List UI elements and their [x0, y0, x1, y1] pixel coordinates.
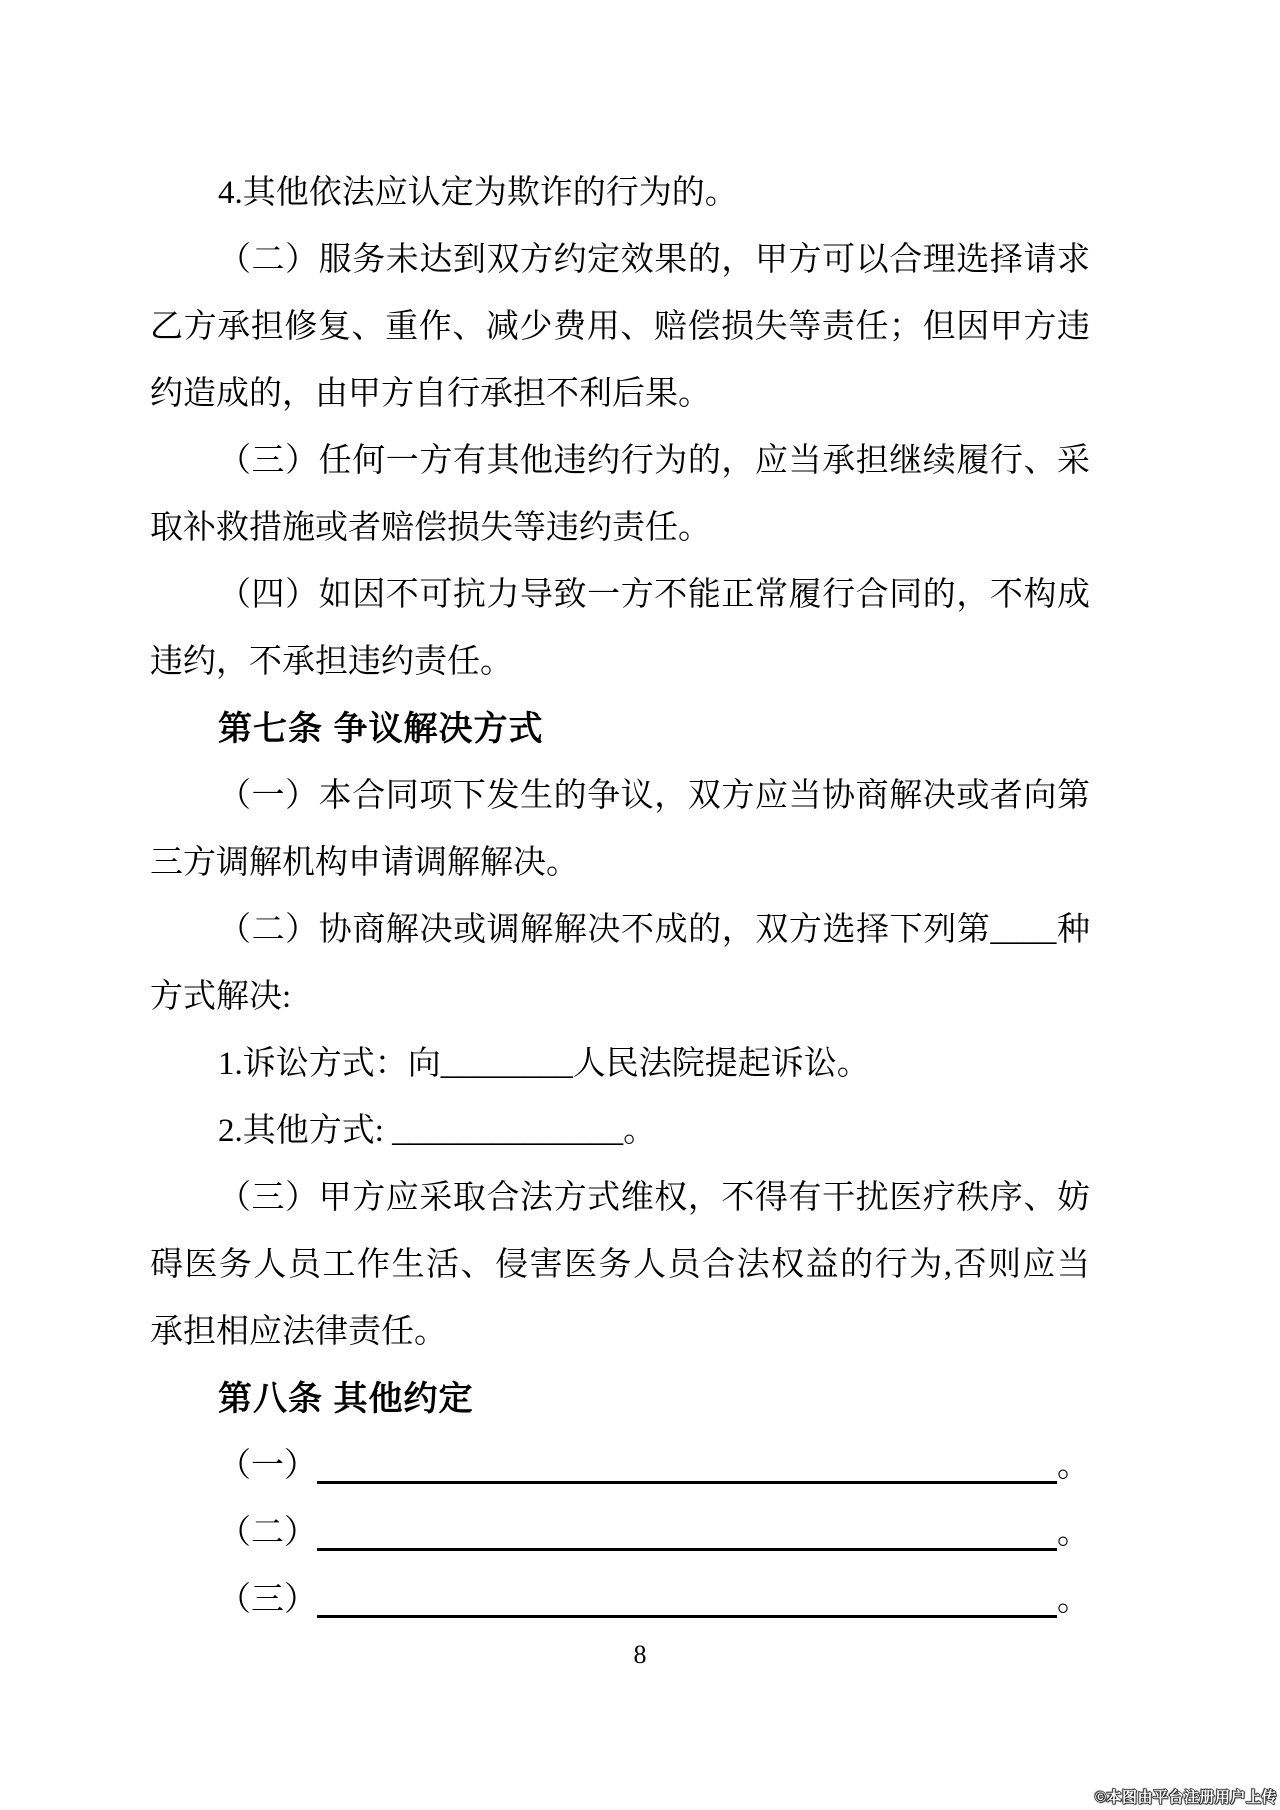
blank-underline — [317, 1500, 1057, 1551]
clause-line: 承担相应法律责任。 — [150, 1314, 447, 1350]
clause-line: （三）甲方应采取合法方式维权，不得有干扰医疗秩序、妨 — [218, 1180, 1090, 1216]
blank-line-prefix: （一） — [218, 1448, 317, 1484]
blank-line-period: 。 — [1057, 1515, 1090, 1551]
blank-underline — [317, 1433, 1057, 1484]
contract-body — [150, 160, 1090, 1634]
page-number: 8 — [633, 1640, 647, 1669]
fill-in-blank-line-1 — [150, 1433, 1090, 1500]
fill-in-blank-line-3 — [150, 1567, 1090, 1634]
clause-line: 乙方承担修复、重作、减少费用、赔偿损失等责任；但因甲方违 — [150, 309, 1090, 345]
upload-watermark: ©本图由平台注册用户上传 — [1094, 1789, 1277, 1806]
clause-line-litigation-option: 1.诉讼方式：向________人民法院提起诉讼。 — [218, 1046, 870, 1082]
section-heading-article-7: 第七条 争议解决方式 — [218, 710, 544, 748]
section-heading-article-8: 第八条 其他约定 — [218, 1380, 474, 1418]
clause-line: （二）服务未达到双方约定效果的，甲方可以合理选择请求 — [218, 242, 1090, 278]
clause-line: 违约，不承担违约责任。 — [150, 644, 513, 680]
clause-line: 三方调解机构申请调解解决。 — [150, 845, 579, 881]
blank-underline — [317, 1567, 1057, 1618]
clause-line: 约造成的，由甲方自行承担不利后果。 — [150, 376, 711, 412]
clause-line: 4.其他依法应认定为欺诈的行为的。 — [218, 175, 738, 211]
blank-line-prefix: （二） — [218, 1515, 317, 1551]
fill-in-blank-line-2 — [150, 1500, 1090, 1567]
clause-line: （一）本合同项下发生的争议，双方应当协商解决或者向第 — [218, 778, 1090, 814]
clause-line: 取补救措施或者赔偿损失等违约责任。 — [150, 510, 711, 546]
clause-line: 碍医务人员工作生活、侵害医务人员合法权益的行为,否则应当 — [150, 1247, 1090, 1283]
clause-line: 方式解决: — [150, 979, 292, 1015]
blank-line-period: 。 — [1057, 1582, 1090, 1618]
clause-line-other-option: 2.其他方式: ______________。 — [218, 1113, 657, 1149]
blank-line-prefix: （三） — [218, 1582, 317, 1618]
blank-line-period: 。 — [1057, 1448, 1090, 1484]
clause-line: （三）任何一方有其他违约行为的，应当承担继续履行、采 — [218, 443, 1090, 479]
clause-line: （四）如因不可抗力导致一方不能正常履行合同的，不构成 — [218, 577, 1090, 613]
clause-line: （二）协商解决或调解解决不成的，双方选择下列第____种 — [218, 912, 1090, 948]
